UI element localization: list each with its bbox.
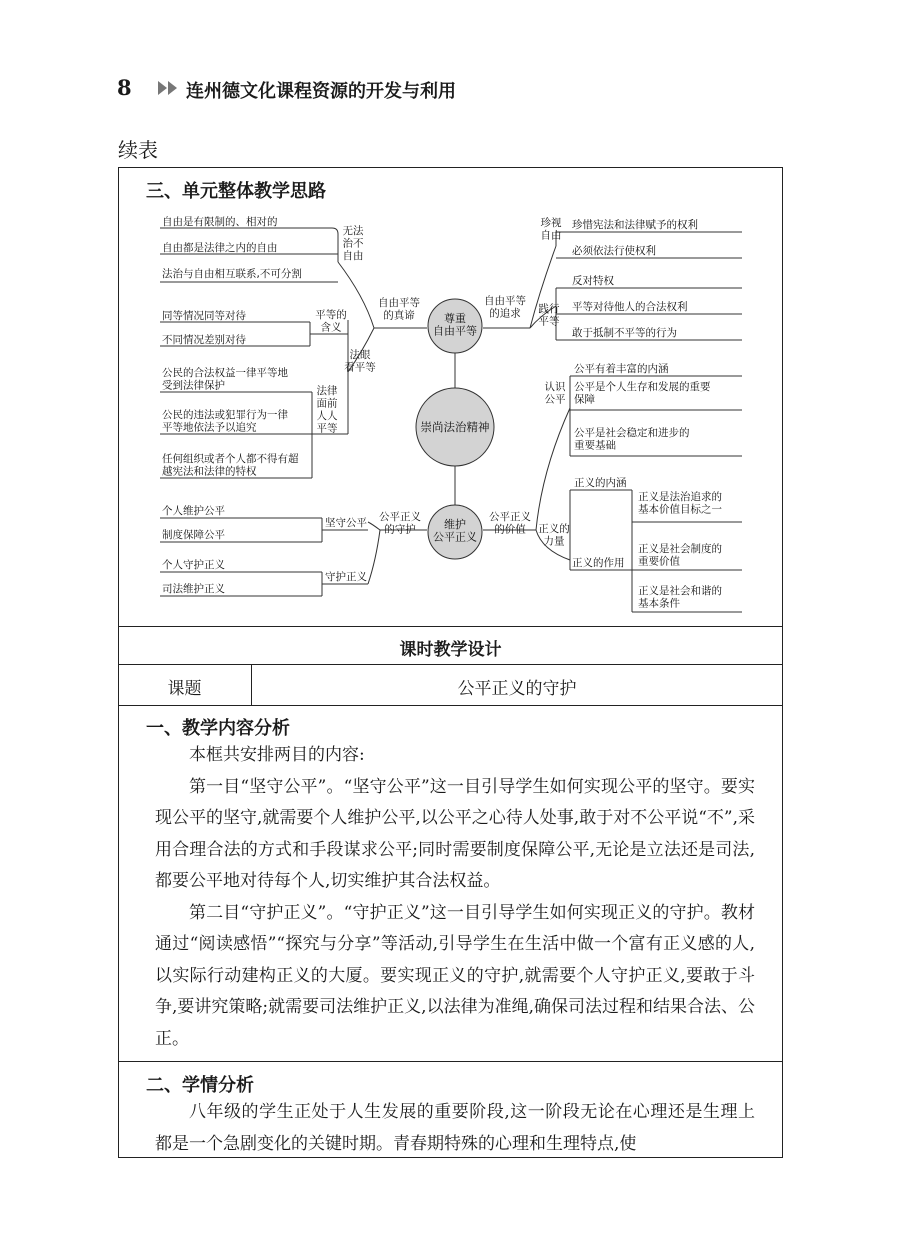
- leaf-label: 任何组织或者个人都不得有超越宪法和法律的特权: [162, 453, 299, 478]
- leaf-label: 公民的合法权益一律平等地受到法律保护: [162, 367, 288, 392]
- topic-value: 公平正义的守护: [457, 679, 577, 699]
- book-title: 连州德文化课程资源的开发与利用: [186, 81, 456, 102]
- leaf-label: 平等对待他人的合法权利: [572, 301, 688, 313]
- section3-title: 三、单元整体教学思路: [146, 181, 326, 202]
- leaf-label: 正义是法治追求的基本价值目标之一: [638, 491, 722, 516]
- section1-title: 一、教学内容分析: [146, 718, 290, 739]
- leaf-label: 公平是社会稳定和进步的重要基础: [574, 427, 690, 452]
- branch-label: 公平正义的价值: [489, 511, 531, 536]
- leaf-label: 正义是社会制度的重要价值: [638, 543, 722, 568]
- leaf-label: 自由是有限制的、相对的: [162, 216, 278, 228]
- leaf-label: 敢于抵制不平等的行为: [572, 327, 677, 339]
- leaf-label: 公民的违法或犯罪行为一律平等地依法予以追究: [162, 409, 288, 434]
- group-label: 正义的作用: [572, 557, 625, 569]
- page-number: 8: [117, 75, 132, 100]
- leaf-label: 反对特权: [572, 275, 614, 287]
- group-label: 正义的力量: [538, 523, 570, 548]
- group-label: 无法治不自由: [342, 225, 364, 262]
- group-label: 坚守公平: [325, 517, 367, 529]
- leaf-label: 必须依法行使权利: [572, 245, 656, 257]
- branch-label: 自由平等的追求: [484, 295, 526, 320]
- continued-label: 续表: [118, 138, 158, 162]
- leaf-label: 不同情况差别对待: [162, 334, 246, 346]
- top-node-label: 尊重自由平等: [433, 312, 477, 338]
- leaf-label: 珍惜宪法和法律赋予的权利: [572, 219, 698, 231]
- leaf-label: 个人维护公平: [162, 505, 225, 517]
- leaf-label: 同等情况同等对待: [162, 310, 246, 322]
- branch-label: 自由平等的真谛: [378, 297, 420, 322]
- leaf-label: 公平是个人生存和发展的重要保障: [574, 381, 711, 406]
- leaf-label: 法治与自由相互联系,不可分割: [162, 268, 302, 280]
- group-label: 践行平等: [538, 303, 560, 328]
- section2-body: [155, 1097, 755, 1160]
- lesson-design-title: 课时教学设计: [399, 640, 502, 660]
- group-label: 珍视自由: [540, 217, 562, 242]
- section1-paragraph: 第一目“坚守公平”。“坚守公平”这一目引导学生如何实现公平的坚守。要实现公平的坚守,就需要个人维护公平,以公平之心待人处事,敢于对不公平说“不”,采用合理合法的方式和手段谋求公平;同时需要制度保障公平,无论是立法还是司法,都要公平地对待每个人,切实维护其合法权益。: [155, 776, 755, 891]
- branch-label: 公平正义的守护: [379, 511, 421, 536]
- section1-paragraph: 第二目“守护正义”。“守护正义”这一目引导学生如何实现正义的守护。教材通过“阅读感悟”“探究与分享”等活动,引导学生在生活中做一个富有正义感的人,以实际行动建构正义的大厦。要实现正义的守护,就需要个人守护正义,要敢于斗争,要讲究策略;就需要司法维护正义,以法律为准绳,确保司法过程和结果合法、公正。: [155, 902, 755, 1049]
- leaf-label: 个人守护正义: [162, 559, 225, 571]
- topic-label: 课题: [167, 679, 202, 699]
- section1-paragraph: 本框共安排两目的内容:: [189, 745, 365, 765]
- section1-body: [155, 740, 755, 1055]
- leaf-label: 制度保障公平: [162, 529, 225, 541]
- section2-title: 二、学情分析: [146, 1075, 254, 1096]
- leaf-label: 自由都是法律之内的自由: [162, 242, 278, 254]
- group-label: 法眼看平等: [344, 349, 376, 374]
- bottom-node-label: 维护公平正义: [433, 518, 477, 544]
- center-node-label: 崇尚法治精神: [420, 420, 490, 434]
- leaf-label: 公平有着丰富的内涵: [574, 363, 669, 375]
- group-label: 法律面前人人平等: [316, 385, 338, 435]
- group-label: 平等的含义: [315, 309, 347, 334]
- group-label: 正义的内涵: [574, 477, 627, 489]
- group-label: 守护正义: [325, 571, 367, 583]
- leaf-label: 正义是社会和谐的基本条件: [638, 585, 722, 610]
- leaf-label: 司法维护正义: [162, 583, 225, 595]
- section2-paragraph: 八年级的学生正处于人生发展的重要阶段,这一阶段无论在心理还是生理上都是一个急剧变化的关键时期。青春期特殊的心理和生理特点,使: [155, 1102, 755, 1154]
- group-label: 认识公平: [544, 381, 566, 406]
